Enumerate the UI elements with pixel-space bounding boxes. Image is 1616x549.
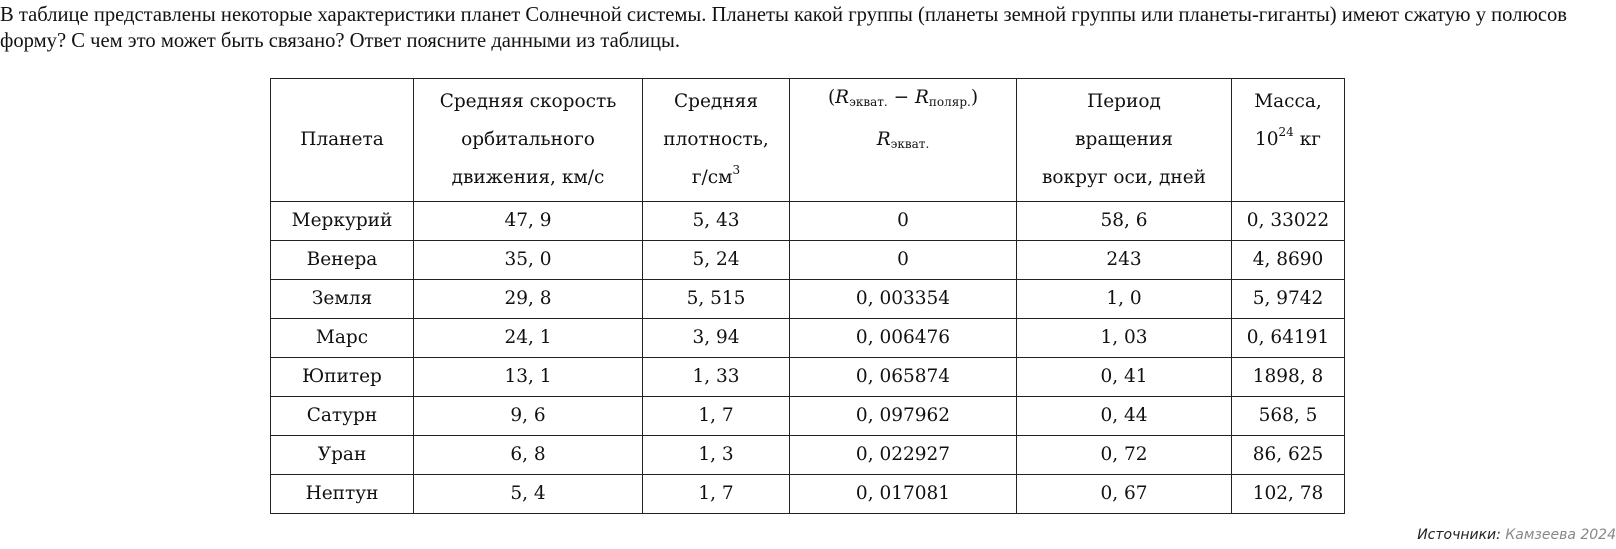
cell-rotation-period: 0, 44 [1017, 397, 1232, 436]
header-mass [1232, 79, 1345, 202]
header-density-line-3 [649, 159, 783, 197]
cell-rotation-period: 58, 6 [1017, 202, 1232, 241]
header-mass-line-1: Масса, [1254, 91, 1322, 112]
cell-orbital-speed: 47, 9 [414, 202, 643, 241]
cell-rotation-period: 1, 0 [1017, 280, 1232, 319]
header-orbital-speed-line-3: движения, км/с [451, 167, 605, 188]
flattening-open-paren: ( [827, 87, 836, 108]
header-density-line-2: плотность, [663, 129, 769, 150]
cell-mass: 5, 9742 [1232, 280, 1345, 319]
header-orbital-speed [414, 79, 643, 202]
flattening-numerator [796, 79, 1010, 121]
header-density-line-1: Средняя [673, 91, 758, 112]
mass-unit: кг [1299, 129, 1321, 150]
flattening-close-paren: ) [970, 87, 979, 108]
cell-flattening: 0, 017081 [790, 475, 1017, 514]
cell-planet: Юпитер [271, 358, 414, 397]
table-row [271, 241, 1345, 280]
cell-mass: 1898, 8 [1232, 358, 1345, 397]
cell-mass: 102, 78 [1232, 475, 1345, 514]
cell-mass: 0, 64191 [1232, 319, 1345, 358]
cell-planet: Меркурий [271, 202, 414, 241]
cell-orbital-speed: 6, 8 [414, 436, 643, 475]
mass-base: 10 [1255, 129, 1279, 150]
cell-rotation-period: 0, 67 [1017, 475, 1232, 514]
header-rotation-line-2: вращения [1075, 129, 1173, 150]
cell-rotation-period: 0, 72 [1017, 436, 1232, 475]
flattening-r-polar: R [914, 87, 929, 108]
source-name: Камзеева 2024 [1505, 527, 1616, 543]
flattening-den-r: R [876, 129, 891, 150]
cell-orbital-speed: 9, 6 [414, 397, 643, 436]
cell-rotation-period: 243 [1017, 241, 1232, 280]
cell-planet: Уран [271, 436, 414, 475]
source-label: Источники: [1417, 527, 1501, 543]
table-header-row [271, 79, 1345, 202]
cell-mass: 86, 625 [1232, 436, 1345, 475]
flattening-minus: − [887, 87, 915, 108]
cell-orbital-speed: 35, 0 [414, 241, 643, 280]
cell-orbital-speed: 13, 1 [414, 358, 643, 397]
flattening-denominator [796, 121, 1010, 163]
cell-orbital-speed: 5, 4 [414, 475, 643, 514]
cell-planet: Земля [271, 280, 414, 319]
table-row [271, 319, 1345, 358]
density-unit-power: 3 [732, 163, 741, 177]
cell-density: 1, 7 [643, 397, 790, 436]
cell-density: 5, 515 [643, 280, 790, 319]
cell-flattening: 0, 022927 [790, 436, 1017, 475]
cell-flattening: 0, 097962 [790, 397, 1017, 436]
cell-flattening: 0, 003354 [790, 280, 1017, 319]
cell-mass: 0, 33022 [1232, 202, 1345, 241]
cell-planet: Нептун [271, 475, 414, 514]
cell-density: 1, 7 [643, 475, 790, 514]
cell-planet: Венера [271, 241, 414, 280]
table-row [271, 280, 1345, 319]
cell-rotation-period: 1, 03 [1017, 319, 1232, 358]
cell-flattening: 0, 006476 [790, 319, 1017, 358]
table-row [271, 202, 1345, 241]
source-credit [1417, 527, 1616, 543]
flattening-r-equatorial: R [835, 87, 850, 108]
header-mass-line-2 [1238, 121, 1338, 159]
cell-density: 5, 43 [643, 202, 790, 241]
question-text: В таблице представлены некоторые характеристики планет Солнечной системы. Планеты какой группы (планеты земной группы или планеты-гиганты) имеют сжатую у полюсов форму? С чем это может быть связано? Ответ поясните данными из таблицы. [0, 4, 1568, 52]
header-rotation-period [1017, 79, 1232, 202]
header-orbital-speed-line-1: Средняя скорость [439, 91, 617, 112]
header-mass-spacer [1238, 159, 1338, 197]
cell-density: 1, 3 [643, 436, 790, 475]
cell-flattening: 0 [790, 241, 1017, 280]
cell-flattening: 0, 065874 [790, 358, 1017, 397]
table-row [271, 475, 1345, 514]
header-flattening [790, 79, 1017, 202]
header-planet: Планета [271, 79, 414, 202]
cell-orbital-speed: 29, 8 [414, 280, 643, 319]
cell-mass: 568, 5 [1232, 397, 1345, 436]
flattening-sub-polar: поляр. [928, 95, 971, 109]
cell-planet: Сатурн [271, 397, 414, 436]
flattening-den-sub: экват. [890, 137, 930, 151]
planets-table [270, 78, 1345, 514]
header-orbital-speed-line-2: орбитального [461, 129, 595, 150]
cell-flattening: 0 [790, 202, 1017, 241]
cell-mass: 4, 8690 [1232, 241, 1345, 280]
header-rotation-line-1: Период [1087, 91, 1161, 112]
cell-density: 1, 33 [643, 358, 790, 397]
mass-power: 24 [1278, 125, 1294, 139]
table-row [271, 358, 1345, 397]
table-row [271, 436, 1345, 475]
header-density [643, 79, 790, 202]
cell-density: 3, 94 [643, 319, 790, 358]
header-rotation-line-3: вокруг оси, дней [1041, 167, 1206, 188]
table-row [271, 397, 1345, 436]
cell-planet: Марс [271, 319, 414, 358]
flattening-spacer [796, 163, 1010, 201]
cell-density: 5, 24 [643, 241, 790, 280]
density-unit: г/см [691, 167, 733, 188]
cell-orbital-speed: 24, 1 [414, 319, 643, 358]
flattening-sub-equatorial: экват. [849, 95, 888, 109]
cell-rotation-period: 0, 41 [1017, 358, 1232, 397]
